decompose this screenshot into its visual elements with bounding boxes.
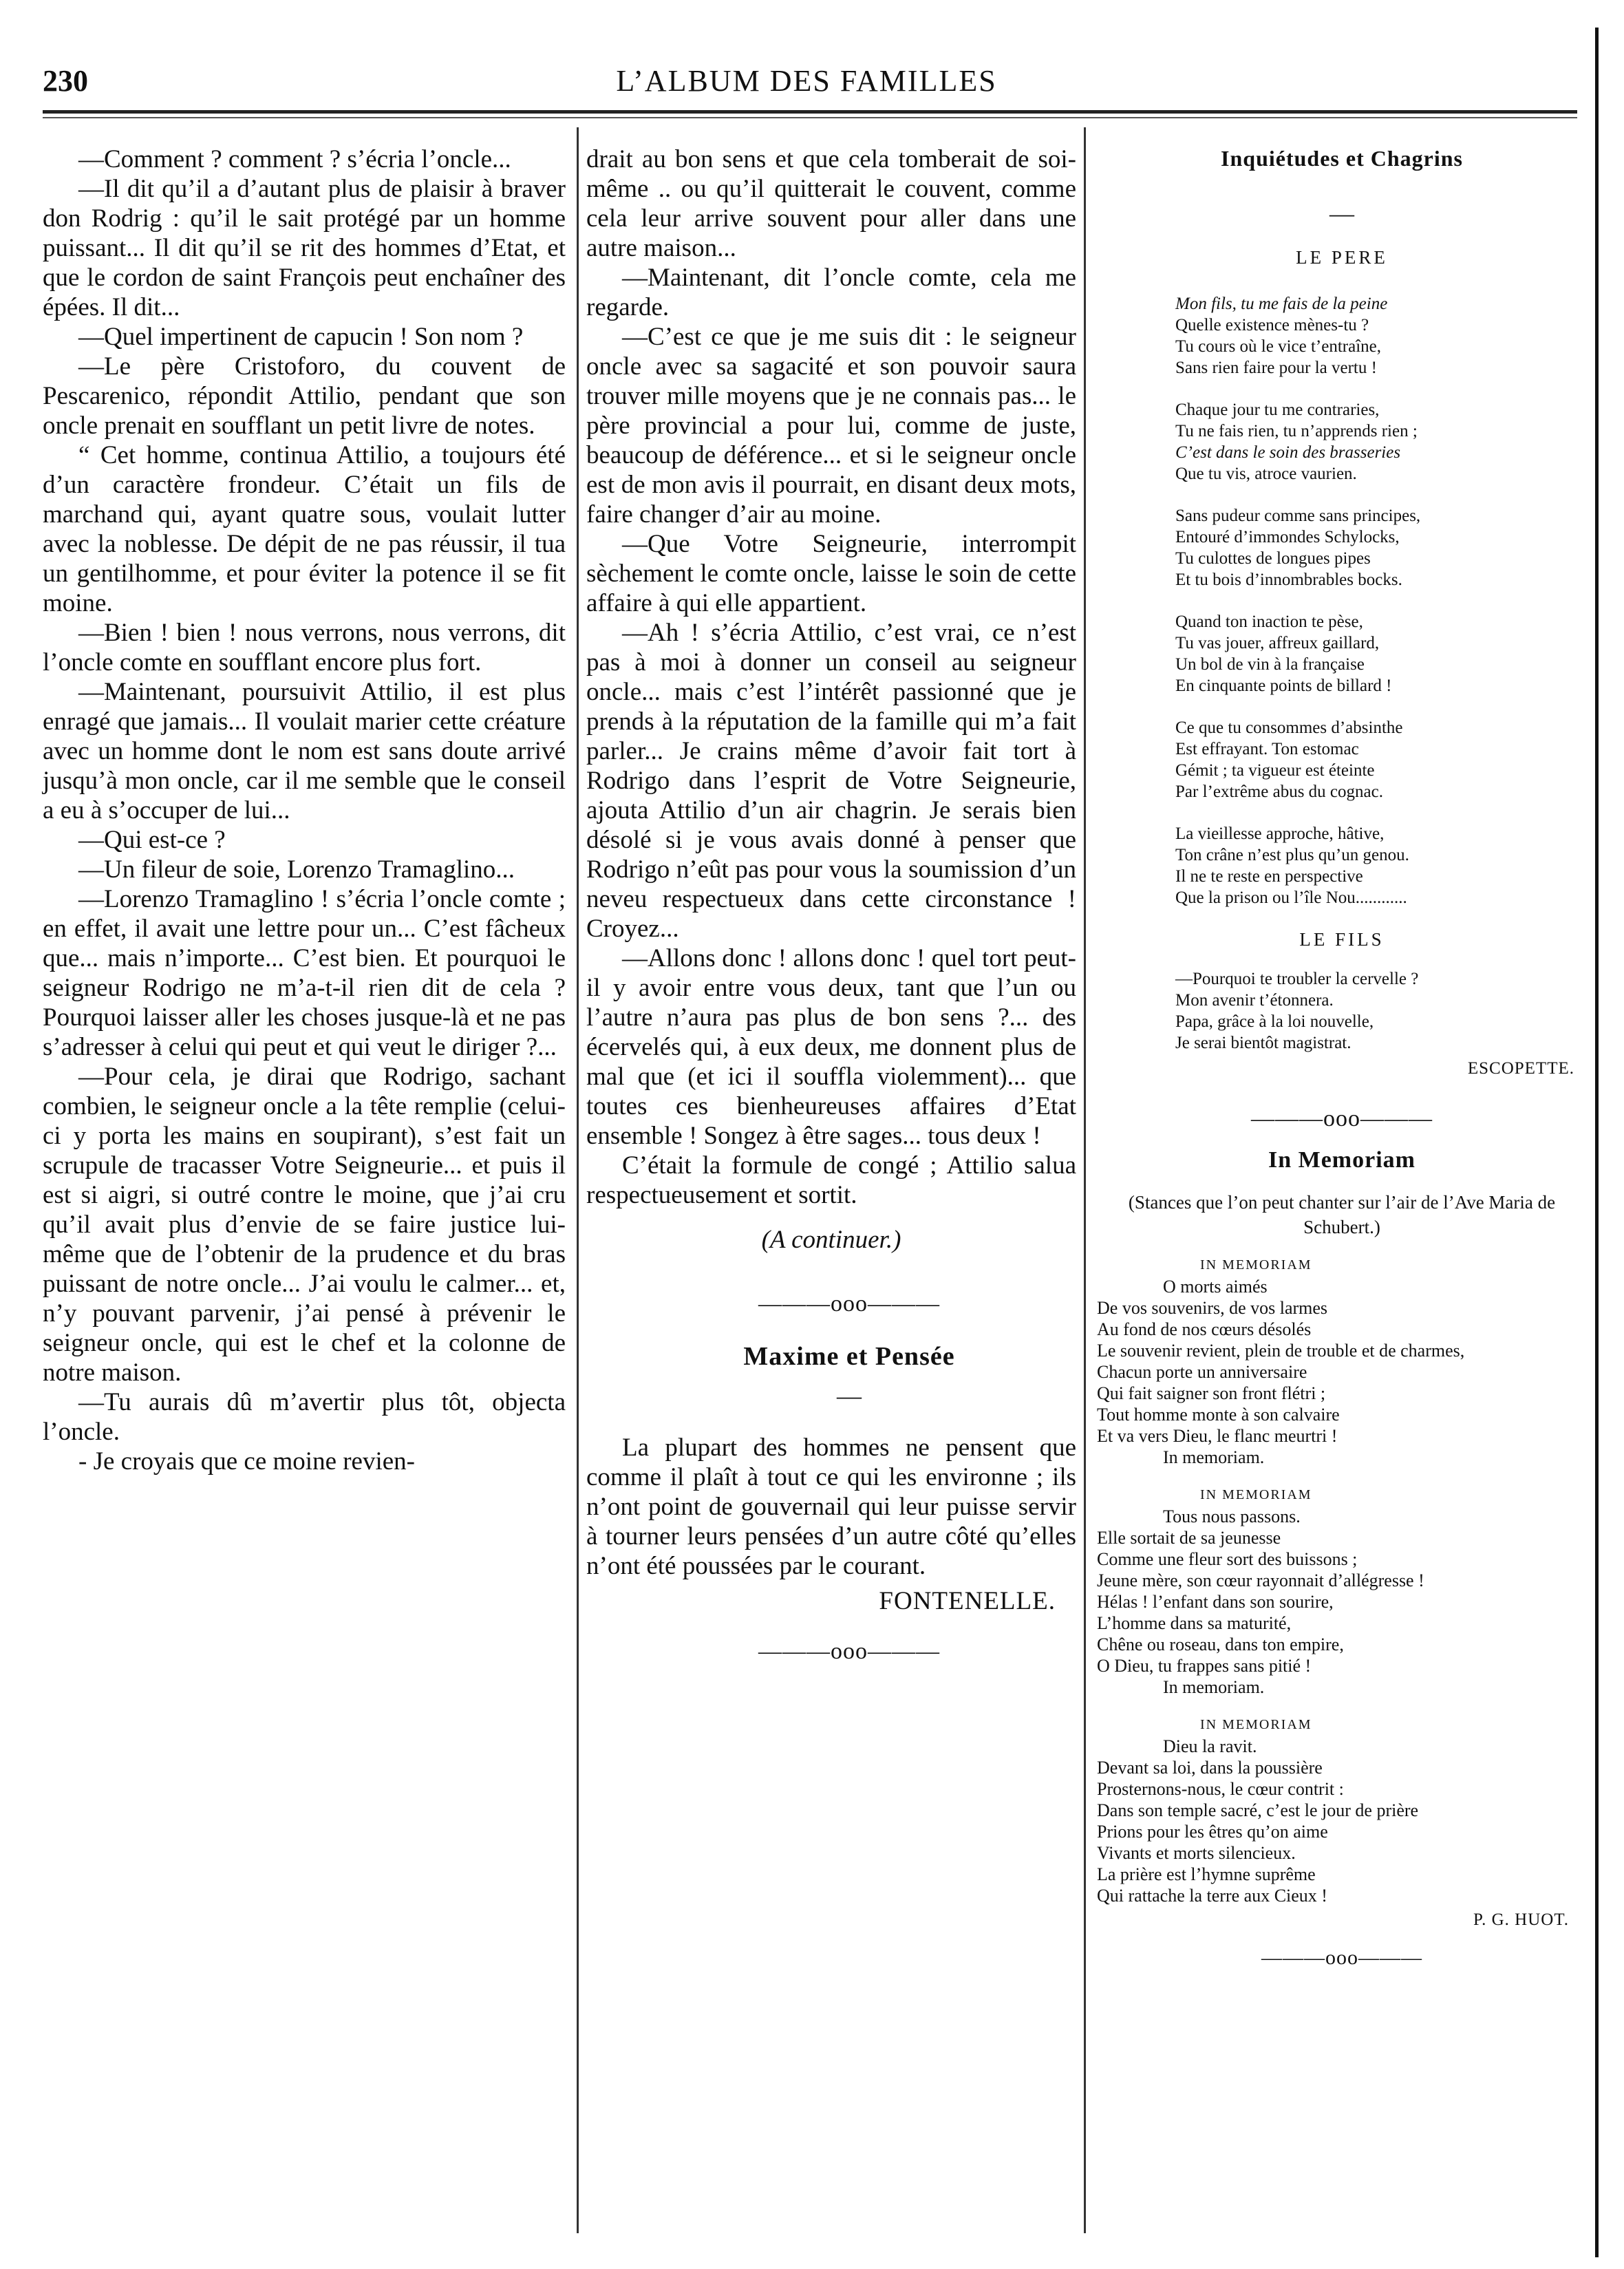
verse-line: La vieillesse approche, hâtive,: [1175, 824, 1385, 843]
verse-line: Vivants et morts silencieux.: [1097, 1843, 1296, 1863]
verse-line: Tu vas jouer, affreux gaillard,: [1175, 634, 1380, 652]
verse-line: Au fond de nos cœurs désolés: [1097, 1319, 1312, 1339]
memoriam-poem: [1097, 1255, 1590, 1906]
column-3-text: [1094, 145, 1590, 1970]
stanza: [1094, 823, 1590, 908]
verse-line: En cinquante points de billard !: [1175, 677, 1392, 695]
paragraph: —Il dit qu’il a d’autant plus de plaisir à braver don Rodrig : qu’il le sait protégé par un homme puissant... Il dit qu’il se rit des hommes d’Etat, et que le cordon de saint François peut enchaîner des épées. Il dit...: [43, 175, 566, 321]
stanza: [1094, 505, 1590, 590]
maxime-text: La plupart des hommes ne pensent que comme il plaît à tout ce qui les environne ; ils n’ont point de gouvernail qui leur puisse servir à tourner leurs pensées d’un autre côté qu’elles n’ont été poussées par le courant.: [586, 1434, 1076, 1580]
verse-line: Mon avenir t’étonnera.: [1175, 991, 1334, 1010]
verse-line: Et tu bois d’innombrables bocks.: [1175, 571, 1402, 589]
verse-line: Qui fait saigner son front flétri ;: [1097, 1383, 1326, 1403]
stanza: [1097, 1255, 1590, 1468]
paragraph: —Maintenant, dit l’oncle comte, cela me regarde.: [586, 264, 1076, 321]
stanza: [1094, 968, 1590, 1054]
verse-line: Un bol de vin à la française: [1175, 655, 1365, 674]
paragraph: “ Cet homme, continua Attilio, a toujours été d’un caractère frondeur. C’était un fils de marchand qui, ayant quatre sous, voulait lutter avec la noblesse. De dépit de ne pas réussir, il tua un gentilhomme, et pour éviter la potence il se fit moine.: [43, 441, 566, 617]
verse-line: Est effrayant. Ton estomac: [1175, 740, 1359, 758]
verse-line: Par l’extrême abus du cognac.: [1175, 782, 1383, 801]
refrain-label: IN MEMORIAM: [1200, 1487, 1312, 1502]
verse-line: Tous nous passons.: [1163, 1506, 1301, 1526]
page-header: [43, 63, 1570, 105]
verse-line: Mon fils, tu me fais de la peine: [1175, 295, 1388, 313]
paragraph: —Bien ! bien ! nous verrons, nous verrons, dit l’oncle comte en soufflant encore plus fort.: [43, 619, 566, 677]
paragraph: —Tu aurais dû m’avertir plus tôt, objecta l’oncle.: [43, 1388, 566, 1446]
verse-line: Qui rattache la terre aux Cieux !: [1097, 1886, 1327, 1906]
end-divider: ———ooo———: [758, 1639, 940, 1664]
header-rule: [43, 110, 1577, 114]
verse-line: Dans son temple sacré, c’est le jour de prière: [1097, 1800, 1419, 1820]
paragraph: —Comment ? comment ? s’écria l’oncle...: [78, 145, 511, 173]
verse-line: Tu culottes de longues pipes: [1175, 549, 1371, 568]
paragraph: —Qui est-ce ?: [78, 826, 226, 854]
column-divider-left: [577, 127, 579, 2233]
verse-line: Chaque jour tu me contraries,: [1175, 401, 1380, 419]
verse-line: Comme une fleur sort des buissons ;: [1097, 1549, 1358, 1569]
column-1-text: [43, 145, 566, 1476]
verse-line: Tu cours où le vice t’entraîne,: [1175, 337, 1381, 356]
verse-line: Elle sortait de sa jeunesse: [1097, 1528, 1281, 1548]
header-rule-thin: [43, 117, 1577, 118]
verse-line: Et va vers Dieu, le flanc meurtri !: [1097, 1426, 1338, 1446]
verse-line: La prière est l’hymne suprême: [1097, 1864, 1316, 1884]
verse-line: De vos souvenirs, de vos larmes: [1097, 1298, 1328, 1318]
verse-line: Le souvenir revient, plein de trouble et de charmes,: [1097, 1341, 1465, 1361]
paragraph: —Allons donc ! allons donc ! quel tort peut-il y avoir entre vous deux, tant que l’un ou l’autre n’aura pas plus de bon sens ?... des écervelés qui, à eux deux, me donnent plus de mal que (et ici il souffla violemment)... que toutes ces bienheureuses affaires d’Etat ensemble ! Songez à être sages... tous deux !: [586, 944, 1076, 1150]
poem-le-pere: [1094, 293, 1590, 908]
verse-line: In memoriam.: [1163, 1677, 1265, 1697]
stanza: [1094, 293, 1590, 379]
verse-line: Prosternons-nous, le cœur contrit :: [1097, 1779, 1344, 1799]
paragraph: C’était la formule de congé ; Attilio salua respectueusement et sortit.: [586, 1151, 1076, 1209]
verse-line: Tu ne fais rien, tu n’apprends rien ;: [1175, 422, 1418, 440]
running-title: L’ALBUM DES FAMILLES: [616, 64, 997, 98]
poem-le-fils: [1094, 968, 1590, 1054]
paragraph: —Ah ! s’écria Attilio, c’est vrai, ce n’est pas à moi à donner un conseil au seigneur oncle... mais c’est l’intérêt passionné que je prends à la réputation de la famille qui m’a fait parler... Je crains même d’avoir fait tort à Rodrigo dans l’esprit de Votre Seigneurie, ajouta Attilio d’un air chagrin. Je serais bien désolé si je vous avais donné à penser que Rodrigo n’eût pas pour vous la soumission d’un neveu respectueux dans cette circonstance ! Croyez...: [586, 619, 1076, 943]
column-2-text: [586, 145, 1076, 1666]
verse-line: Gémit ; ta vigueur est éteinte: [1175, 761, 1375, 780]
subheading-pere: LE PERE: [1296, 247, 1388, 268]
verse-line: Ce que tu consommes d’absinthe: [1175, 718, 1403, 737]
poem-title: Inquiétudes et Chagrins: [1221, 146, 1463, 171]
verse-line: Entouré d’immondes Schylocks,: [1175, 528, 1400, 546]
paragraph: —Maintenant, poursuivit Attilio, il est plus enragé que jamais... Il voulait marier cette créature avec un homme dont le nom est sans doute arrivé jusqu’à mon oncle, car il me semble que le conseil a eu à s’occuper de lui...: [43, 678, 566, 824]
verse-line: Hélas ! l’enfant dans son sourire,: [1097, 1592, 1334, 1612]
verse-line: In memoriam.: [1163, 1447, 1265, 1467]
maxime-author: FONTENELLE.: [879, 1587, 1056, 1615]
signature-escopette: ESCOPETTE.: [1467, 1059, 1574, 1078]
paragraph: —Quel impertinent de capucin ! Son nom ?: [78, 323, 524, 351]
stanza: [1094, 399, 1590, 484]
verse-line: Devant sa loi, dans la poussière: [1097, 1758, 1323, 1778]
title-dash: —: [837, 1382, 862, 1409]
verse-line: Que tu vis, atroce vaurien.: [1175, 465, 1357, 483]
verse-line: Jeune mère, son cœur rayonnait d’allégresse !: [1097, 1570, 1424, 1590]
verse-line: Prions pour les êtres qu’on aime: [1097, 1822, 1328, 1842]
paragraph: —Le père Cristoforo, du couvent de Pescarenico, répondit Attilio, pendant que son oncle prenait en soufflant un petit livre de notes.: [43, 352, 566, 440]
paragraph: - Je croyais que ce moine revien-: [78, 1447, 416, 1476]
page-number: 230: [43, 64, 88, 98]
verse-line: Papa, grâce à la loi nouvelle,: [1175, 1012, 1374, 1031]
subheading-fils: LE FILS: [1299, 929, 1385, 950]
verse-line: O Dieu, tu frappes sans pitié !: [1097, 1656, 1312, 1676]
maxime-title: Maxime et Pensée: [743, 1342, 955, 1371]
verse-line: Dieu la ravit.: [1163, 1736, 1257, 1756]
paragraph: —Lorenzo Tramaglino ! s’écria l’oncle comte ; en effet, il avait une lettre pour un... C’est fâcheux que... mais n’importe... C’est bien. Et pourquoi le seigneur Rodrigo ne m’a-t-il rien dit de cela ? Pourquoi laisser aller les choses jusque-là et ne pas s’adresser à celui qui peut et qui veut le diriger ?...: [43, 885, 566, 1061]
memoriam-title: In Memoriam: [1268, 1147, 1415, 1173]
verse-line: C’est dans le soin des brasseries: [1175, 443, 1401, 462]
paragraph: —Un fileur de soie, Lorenzo Tramaglino...: [78, 855, 515, 884]
verse-line: —Pourquoi te troubler la cervelle ?: [1175, 970, 1419, 988]
end-divider: ———ooo———: [1261, 1946, 1422, 1969]
refrain-label: IN MEMORIAM: [1200, 1257, 1312, 1272]
column-divider-right: [1084, 127, 1086, 2233]
paragraph: —C’est ce que je me suis dit : le seigneur oncle avec sa sagacité et son pouvoir saura trouver mille moyens que je ne connais pas... le père provincial a pour lui, comme de juste, beaucoup de déférence... et si le seigneur oncle est de mon avis il pourrait, en disant deux mots, faire changer d’air au moine.: [586, 323, 1076, 529]
section-divider: ———ooo———: [758, 1291, 940, 1317]
stanza: [1097, 1484, 1590, 1698]
stanza: [1094, 717, 1590, 802]
section-divider: ———ooo———: [1251, 1106, 1433, 1131]
verse-line: Chacun porte un anniversaire: [1097, 1362, 1307, 1382]
stanza: [1097, 1714, 1590, 1906]
paragraph: —Pour cela, je dirai que Rodrigo, sachant combien, le seigneur oncle a la tête remplie (celui-ci y porta les mains en soupirant), s’est fait un scrupule de tracasser Votre Seigneurie... et puis il est si aigri, si outré contre le moine, que j’ai cru qu’il avait plus d’envie de se faire justice lui-même que de l’obtenir de la prudence et du bras puissant de notre oncle... J’ai voulu le calmer... et, n’y pouvant parvenir, j’ai pensé à prévenir le seigneur oncle, qui est le chef et la colonne de notre maison.: [43, 1063, 566, 1387]
stanza: [1094, 611, 1590, 696]
verse-line: O morts aimés: [1163, 1277, 1268, 1297]
verse-line: Ton crâne n’est plus qu’un genou.: [1175, 846, 1409, 864]
verse-line: Que la prison ou l’île Nou............: [1175, 888, 1407, 907]
verse-line: Sans pudeur comme sans principes,: [1175, 507, 1421, 525]
verse-line: L’homme dans sa maturité,: [1097, 1613, 1292, 1633]
to-be-continued: (A continuer.): [761, 1226, 901, 1254]
title-dash: —: [1329, 200, 1354, 227]
verse-line: Sans rien faire pour la vertu !: [1175, 359, 1377, 377]
paragraph: drait au bon sens et que cela tomberait de soi-même .. ou qu’il quitterait le couvent, comme cela leur arrive souvent pour aller dans une autre maison...: [586, 145, 1076, 262]
verse-line: Quand ton inaction te pèse,: [1175, 612, 1363, 631]
verse-line: Il ne te reste en perspective: [1175, 867, 1363, 886]
refrain-label: IN MEMORIAM: [1200, 1717, 1312, 1732]
memoriam-subtitle: (Stances que l’on peut chanter sur l’air de l’Ave Maria de Schubert.): [1128, 1192, 1556, 1237]
verse-line: Chêne ou roseau, dans ton empire,: [1097, 1634, 1344, 1654]
verse-line: Tout homme monte à son calvaire: [1097, 1405, 1340, 1425]
signature-huot: P. G. HUOT.: [1473, 1910, 1569, 1929]
verse-line: Quelle existence mènes-tu ?: [1175, 316, 1369, 334]
verse-line: Je serai bientôt magistrat.: [1175, 1034, 1351, 1052]
paragraph: —Que Votre Seigneurie, interrompit sèchement le comte oncle, laisse le soin de cette affaire à qui elle appartient.: [586, 530, 1076, 617]
page-edge-rule: [1595, 28, 1599, 2257]
